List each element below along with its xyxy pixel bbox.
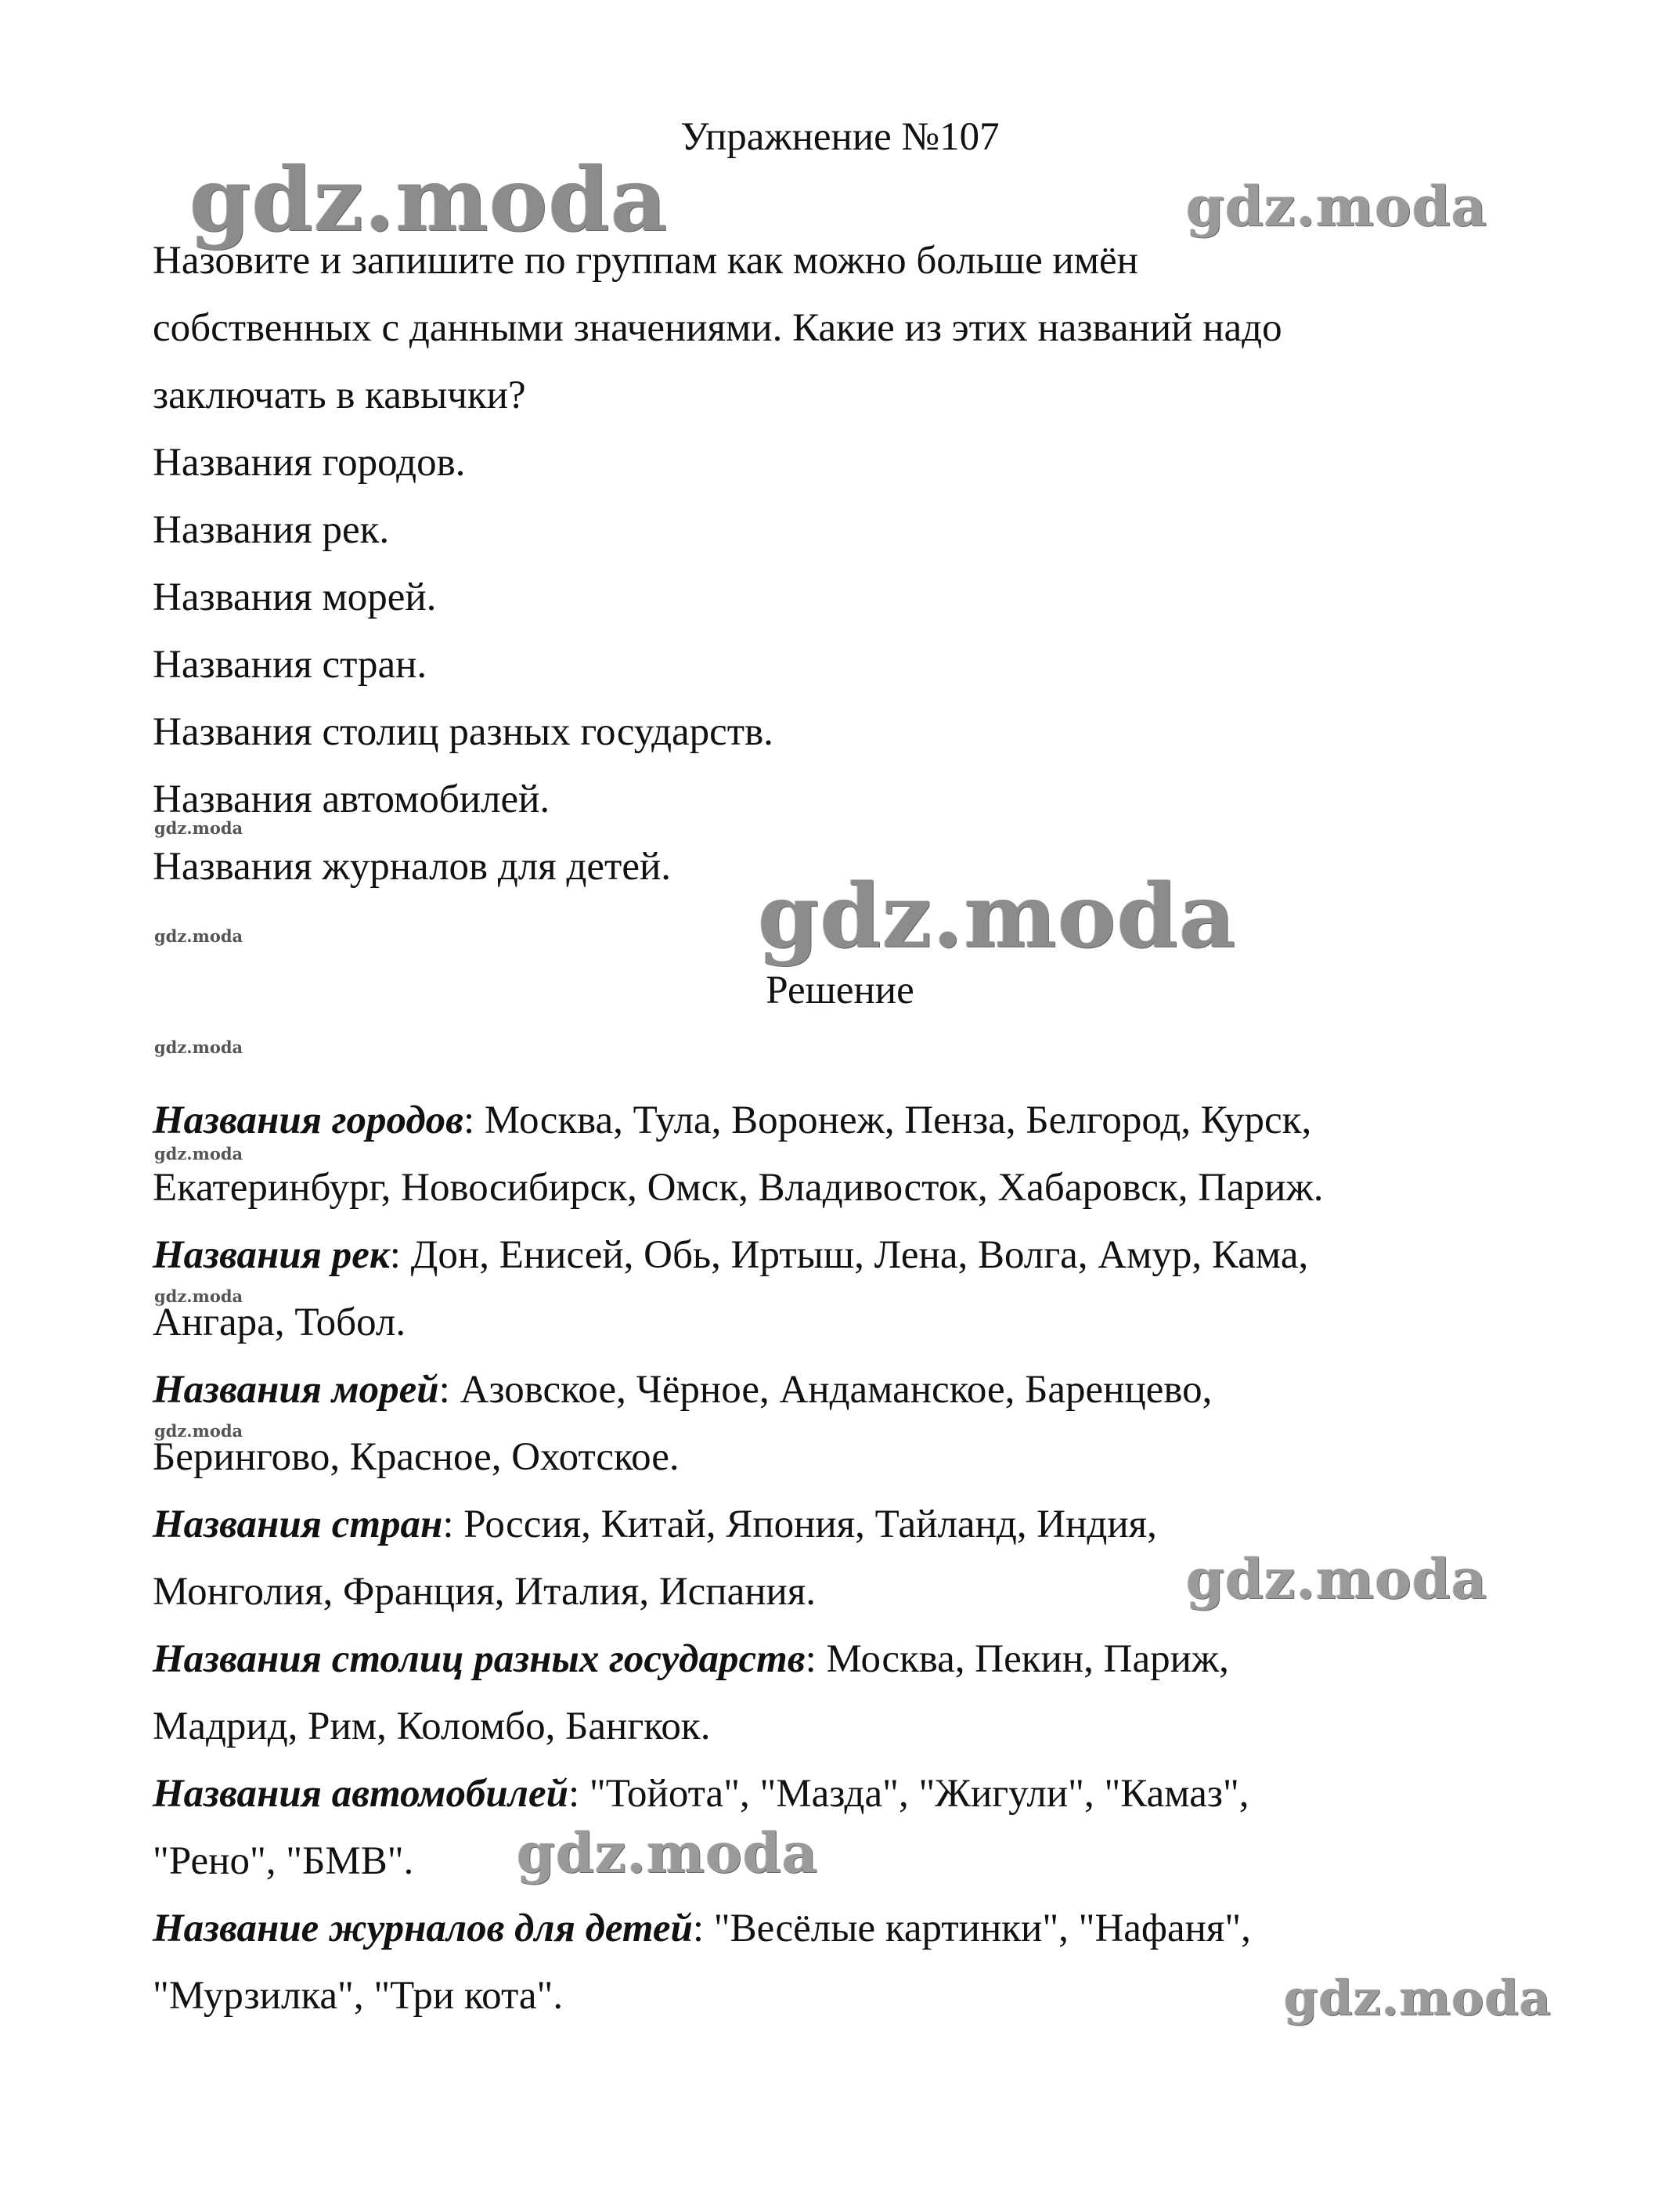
task-line: Названия стран. [153,643,427,687]
answer-line: Мадрид, Рим, Коломбо, Бангкок. [153,1705,711,1748]
answer-line: Ангара, Тобол. [153,1301,406,1344]
answer-line: "Мурзилка", "Три кота". [153,1974,564,2018]
answer-line [153,1356,1546,1423]
task-line: собственных с данными значениями. Какие из этих названий надо [153,306,1282,350]
answer-block [153,1625,1546,1760]
watermark-logo: gdz.moda [1186,174,1488,239]
answer-line [153,1895,1546,1962]
answer-label: Названия морей [153,1368,439,1412]
answer-line: Монголия, Франция, Италия, Испания. [153,1570,817,1614]
answer-label: Названия городов [153,1099,463,1142]
answer-line: Берингово, Красное, Охотское. [153,1435,680,1479]
task-line: Названия морей. [153,575,437,619]
task-text [153,227,1546,900]
answer-label: Названия рек [153,1233,390,1277]
answer-label: Название журналов для детей [153,1907,693,1950]
answer-line: "Рено", "БМВ". [153,1839,414,1883]
watermark-small: gdz.moda [154,1144,243,1164]
watermark-logo: gdz.moda [517,1820,819,1885]
answer-line [153,1087,1546,1154]
task-line: Названия городов. [153,441,466,485]
answer-text: : Азовское, Чёрное, Андаманское, Баренцево, [438,1368,1213,1412]
answer-label: Названия столиц разных государств [153,1637,806,1681]
watermark-small: gdz.moda [154,1286,243,1306]
answer-line [153,1221,1546,1289]
watermark-small: gdz.moda [154,926,243,946]
watermark-logo: gdz.moda [758,865,1237,968]
task-line: Названия столиц разных государств. [153,710,773,754]
answer-block [153,1221,1546,1356]
answer-line: Екатеринбург, Новосибирск, Омск, Владивосток, Хабаровск, Париж. [153,1166,1324,1210]
watermark-logo: gdz.moda [1186,1546,1488,1611]
watermark-small: gdz.moda [154,1421,243,1441]
answer-line [153,1760,1546,1827]
answer-text: : Москва, Пекин, Париж, [805,1637,1229,1681]
watermark-logo: gdz.moda [189,149,669,251]
task-line: Названия рек. [153,508,390,552]
answer-text: : Россия, Китай, Япония, Тайланд, Индия, [442,1503,1157,1546]
exercise-title: Упражнение №107 [680,115,1000,159]
watermark-small: gdz.moda [154,818,243,838]
watermark-logo: gdz.moda [1284,1969,1552,2026]
task-line: Названия журналов для детей. [153,845,672,889]
task-line: Названия автомобилей. [153,777,550,821]
answer-label: Названия стран [153,1503,443,1546]
answer-label: Названия автомобилей [153,1772,568,1816]
answer-block [153,1760,1546,1895]
answer-line [153,1625,1546,1693]
answer-block [153,1356,1546,1491]
watermark-small: gdz.moda [154,1037,243,1057]
answer-text: : "Весёлые картинки", "Нафаня", [692,1907,1251,1950]
answer-block [153,1087,1546,1221]
answer-text: : Москва, Тула, Воронеж, Пенза, Белгород, Курск, [463,1099,1312,1142]
solution-heading: Решение [766,969,914,1012]
task-line: Назовите и запишите по группам как можно больше имён [153,239,1138,283]
answer-text: : Дон, Енисей, Обь, Иртыш, Лена, Волга, Амур, Кама, [389,1233,1309,1277]
task-line: заключать в кавычки? [153,373,526,417]
answer-text: : "Тойота", "Мазда", "Жигули", "Камаз", [568,1772,1249,1816]
